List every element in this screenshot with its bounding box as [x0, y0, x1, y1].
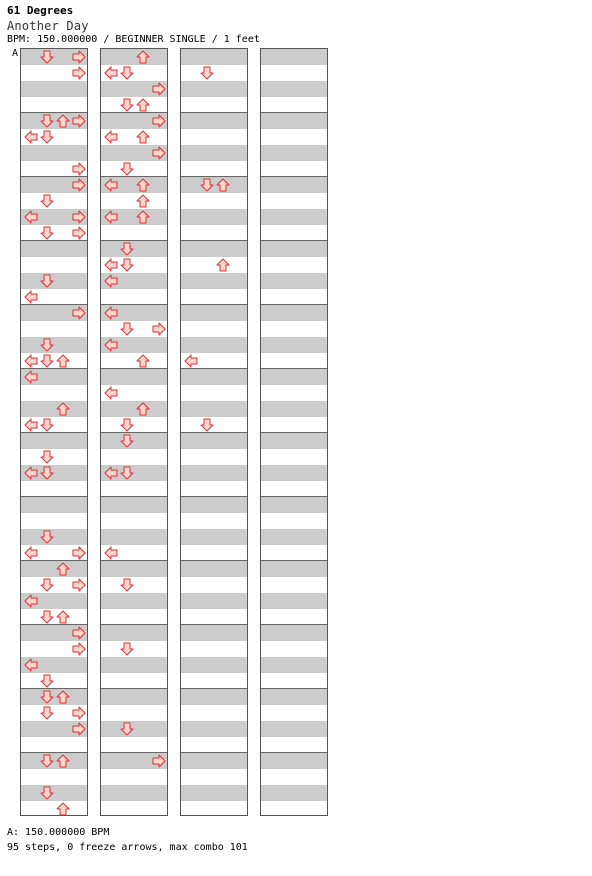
song-title: 61 Degrees — [7, 4, 74, 17]
chart-column — [260, 48, 328, 816]
step-arrow-right-icon — [71, 161, 87, 177]
beat-band — [101, 561, 167, 577]
beat-band — [181, 785, 247, 801]
song-subtitle: Another Day — [7, 19, 89, 33]
step-arrow-up-icon — [55, 113, 71, 129]
beat-band — [181, 721, 247, 737]
beat-band — [21, 81, 87, 97]
measure-line — [181, 752, 247, 753]
bpm-legend: A: 150.000000 BPM — [7, 827, 110, 838]
step-arrow-right-icon — [151, 321, 167, 337]
step-arrow-up-icon — [55, 753, 71, 769]
step-arrow-down-icon — [199, 177, 215, 193]
step-arrow-down-icon — [39, 529, 55, 545]
beat-band — [261, 49, 327, 65]
step-arrow-down-icon — [119, 641, 135, 657]
step-arrow-up-icon — [135, 193, 151, 209]
beat-band — [261, 177, 327, 193]
beat-band — [261, 785, 327, 801]
measure-line — [101, 368, 167, 369]
step-arrow-down-icon — [119, 97, 135, 113]
beat-band — [181, 593, 247, 609]
beat-band — [261, 465, 327, 481]
step-arrow-down-icon — [39, 449, 55, 465]
step-arrow-up-icon — [55, 353, 71, 369]
step-arrow-left-icon — [183, 353, 199, 369]
step-arrow-left-icon — [23, 289, 39, 305]
step-arrow-down-icon — [39, 465, 55, 481]
beat-band — [181, 273, 247, 289]
step-arrow-down-icon — [199, 417, 215, 433]
beat-band — [181, 337, 247, 353]
beat-band — [101, 625, 167, 641]
step-arrow-right-icon — [71, 113, 87, 129]
beat-band — [181, 401, 247, 417]
step-arrow-down-icon — [39, 113, 55, 129]
step-arrow-right-icon — [71, 225, 87, 241]
step-arrow-up-icon — [55, 561, 71, 577]
beat-band — [261, 753, 327, 769]
step-arrow-left-icon — [103, 545, 119, 561]
beat-band — [261, 113, 327, 129]
step-arrow-left-icon — [103, 65, 119, 81]
measure-line — [181, 624, 247, 625]
step-arrow-right-icon — [151, 81, 167, 97]
measure-line — [181, 560, 247, 561]
step-stats: 95 steps, 0 freeze arrows, max combo 101 — [7, 842, 248, 853]
beat-band — [181, 753, 247, 769]
beat-band — [101, 529, 167, 545]
measure-line — [261, 368, 327, 369]
measure-line — [261, 496, 327, 497]
step-arrow-down-icon — [39, 609, 55, 625]
measure-line — [101, 624, 167, 625]
measure-line — [261, 752, 327, 753]
step-arrow-down-icon — [39, 785, 55, 801]
beat-band — [181, 369, 247, 385]
step-arrow-left-icon — [103, 385, 119, 401]
beat-band — [261, 689, 327, 705]
beat-band — [101, 689, 167, 705]
beat-band — [21, 145, 87, 161]
measure-line — [261, 176, 327, 177]
beat-band — [261, 145, 327, 161]
bpm-change-marker: A — [12, 48, 19, 59]
step-arrow-down-icon — [39, 417, 55, 433]
measure-line — [181, 304, 247, 305]
step-arrow-up-icon — [55, 689, 71, 705]
beat-band — [21, 241, 87, 257]
measure-line — [261, 624, 327, 625]
step-arrow-down-icon — [119, 321, 135, 337]
step-arrow-left-icon — [23, 129, 39, 145]
step-arrow-left-icon — [23, 209, 39, 225]
beat-band — [261, 433, 327, 449]
step-arrow-right-icon — [151, 145, 167, 161]
step-arrow-down-icon — [119, 161, 135, 177]
step-arrow-right-icon — [71, 705, 87, 721]
step-arrow-right-icon — [151, 113, 167, 129]
measure-line — [261, 304, 327, 305]
step-arrow-right-icon — [71, 577, 87, 593]
beat-band — [181, 625, 247, 641]
step-arrow-left-icon — [103, 129, 119, 145]
beat-band — [261, 81, 327, 97]
step-arrow-down-icon — [119, 465, 135, 481]
step-arrow-left-icon — [103, 273, 119, 289]
beat-band — [261, 209, 327, 225]
beat-band — [181, 689, 247, 705]
step-arrow-left-icon — [103, 177, 119, 193]
step-arrow-up-icon — [55, 801, 71, 816]
beat-band — [261, 721, 327, 737]
step-arrow-down-icon — [39, 193, 55, 209]
beat-band — [181, 145, 247, 161]
beat-band — [181, 81, 247, 97]
step-arrow-up-icon — [55, 609, 71, 625]
beat-band — [261, 529, 327, 545]
chart-column — [100, 48, 168, 816]
step-arrow-left-icon — [23, 417, 39, 433]
beat-band — [181, 433, 247, 449]
beat-band — [181, 529, 247, 545]
beat-band — [261, 657, 327, 673]
beat-band — [101, 593, 167, 609]
step-arrow-left-icon — [23, 545, 39, 561]
step-arrow-down-icon — [199, 65, 215, 81]
beat-band — [261, 241, 327, 257]
step-arrow-up-icon — [215, 257, 231, 273]
measure-line — [261, 240, 327, 241]
beat-band — [261, 593, 327, 609]
measure-line — [261, 688, 327, 689]
beat-band — [181, 657, 247, 673]
measure-line — [181, 496, 247, 497]
step-arrow-up-icon — [135, 209, 151, 225]
beat-band — [101, 49, 167, 65]
beat-band — [101, 401, 167, 417]
step-arrow-right-icon — [71, 641, 87, 657]
step-arrow-down-icon — [39, 577, 55, 593]
step-arrow-down-icon — [119, 721, 135, 737]
measure-line — [181, 688, 247, 689]
step-arrow-right-icon — [71, 721, 87, 737]
step-arrow-down-icon — [39, 753, 55, 769]
step-arrow-up-icon — [135, 401, 151, 417]
step-arrow-left-icon — [103, 257, 119, 273]
chart-column — [20, 48, 88, 816]
step-arrow-left-icon — [103, 337, 119, 353]
step-arrow-up-icon — [135, 129, 151, 145]
beat-band — [261, 273, 327, 289]
step-arrow-right-icon — [71, 209, 87, 225]
beat-band — [181, 241, 247, 257]
step-arrow-left-icon — [23, 369, 39, 385]
step-arrow-up-icon — [135, 97, 151, 113]
step-arrow-right-icon — [71, 545, 87, 561]
measure-line — [261, 560, 327, 561]
measure-line — [21, 496, 87, 497]
measure-line — [181, 112, 247, 113]
step-arrow-up-icon — [215, 177, 231, 193]
beat-band — [181, 209, 247, 225]
step-arrow-left-icon — [103, 209, 119, 225]
beat-band — [101, 369, 167, 385]
step-arrow-down-icon — [39, 225, 55, 241]
beat-band — [261, 305, 327, 321]
beat-band — [101, 657, 167, 673]
beat-band — [181, 497, 247, 513]
step-arrow-down-icon — [39, 129, 55, 145]
step-arrow-down-icon — [119, 257, 135, 273]
step-arrow-down-icon — [39, 673, 55, 689]
step-arrow-right-icon — [71, 305, 87, 321]
step-arrow-down-icon — [39, 273, 55, 289]
beat-band — [261, 497, 327, 513]
step-arrow-left-icon — [23, 657, 39, 673]
beat-band — [261, 401, 327, 417]
beat-band — [261, 561, 327, 577]
step-arrow-down-icon — [39, 689, 55, 705]
chart-column — [180, 48, 248, 816]
measure-line — [261, 432, 327, 433]
beat-band — [21, 401, 87, 417]
beat-band — [181, 49, 247, 65]
step-arrow-left-icon — [23, 465, 39, 481]
step-arrow-up-icon — [135, 49, 151, 65]
step-arrow-up-icon — [135, 177, 151, 193]
step-arrow-up-icon — [55, 401, 71, 417]
step-arrow-left-icon — [103, 465, 119, 481]
chart-footer — [7, 825, 248, 855]
beat-band — [261, 625, 327, 641]
step-arrow-down-icon — [119, 433, 135, 449]
step-arrow-right-icon — [71, 65, 87, 81]
step-arrow-down-icon — [119, 417, 135, 433]
step-arrow-right-icon — [151, 753, 167, 769]
step-arrow-down-icon — [39, 705, 55, 721]
step-arrow-down-icon — [119, 241, 135, 257]
step-arrow-left-icon — [23, 593, 39, 609]
step-arrow-left-icon — [103, 305, 119, 321]
beat-band — [181, 465, 247, 481]
beat-band — [21, 561, 87, 577]
step-arrow-down-icon — [119, 65, 135, 81]
step-arrow-up-icon — [135, 353, 151, 369]
step-arrow-down-icon — [39, 337, 55, 353]
beat-band — [261, 369, 327, 385]
measure-line — [101, 496, 167, 497]
step-arrow-down-icon — [119, 577, 135, 593]
step-arrow-down-icon — [39, 353, 55, 369]
beat-band — [181, 113, 247, 129]
beat-band — [181, 561, 247, 577]
measure-line — [181, 240, 247, 241]
song-header — [7, 4, 260, 46]
step-arrow-down-icon — [39, 49, 55, 65]
step-arrow-right-icon — [71, 49, 87, 65]
measure-line — [261, 112, 327, 113]
measure-line — [101, 688, 167, 689]
step-arrow-right-icon — [71, 177, 87, 193]
step-arrow-left-icon — [23, 353, 39, 369]
beat-band — [101, 497, 167, 513]
beat-band — [21, 433, 87, 449]
beat-band — [101, 785, 167, 801]
beat-band — [181, 305, 247, 321]
beat-band — [261, 337, 327, 353]
step-arrow-right-icon — [71, 625, 87, 641]
chart-meta: BPM: 150.000000 / BEGINNER SINGLE / 1 feet — [7, 34, 260, 45]
beat-band — [21, 497, 87, 513]
